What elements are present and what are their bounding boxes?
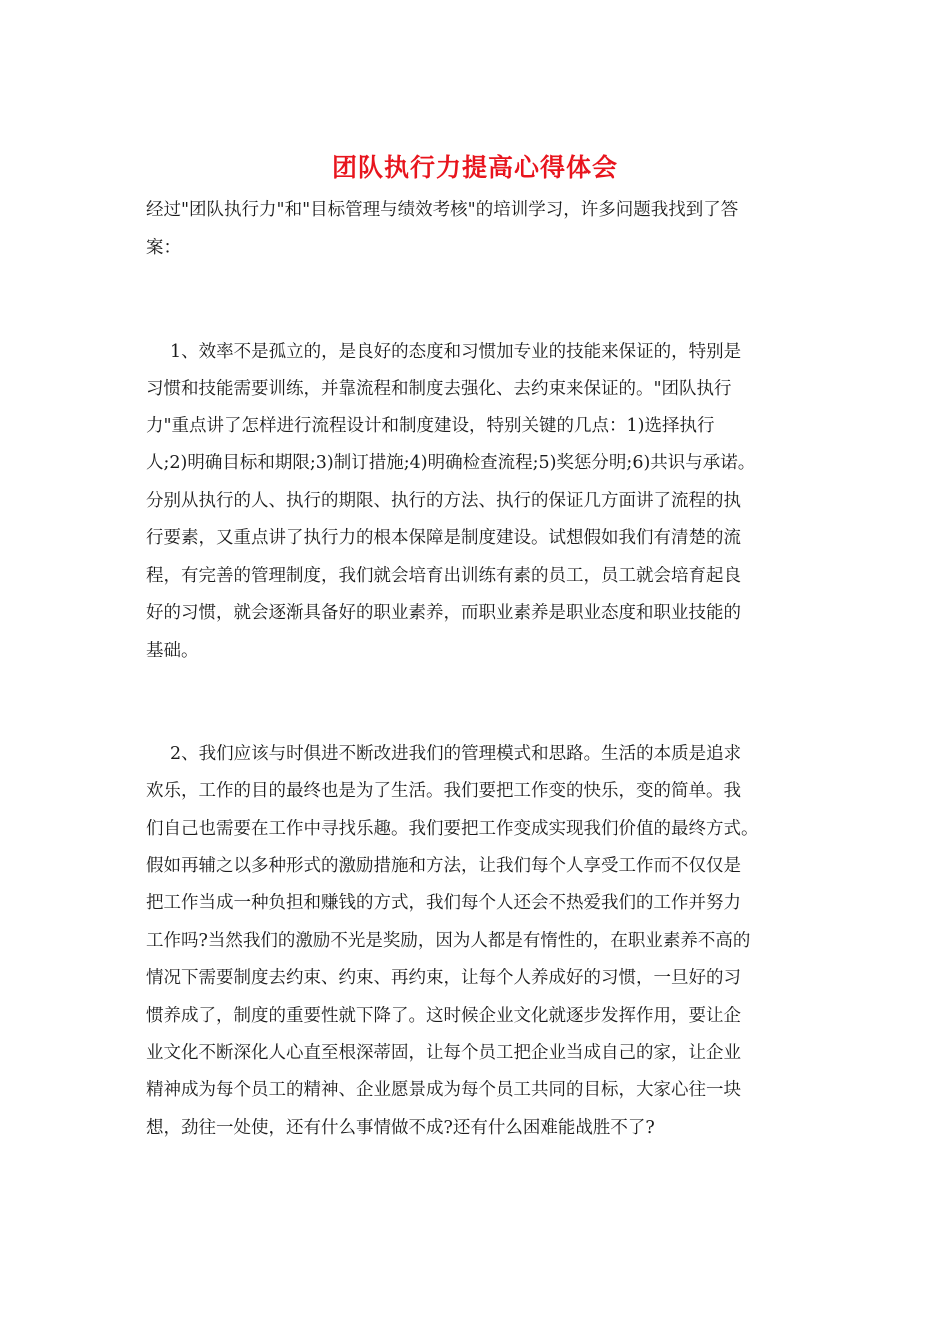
section2-line: 假如再辅之以多种形式的激励措施和方法，让我们每个人享受工作而不仅仅是 (146, 856, 741, 876)
section1-line: 基础。 (146, 641, 199, 661)
section1-line: 分别从执行的人、执行的期限、执行的方法、执行的保证几方面讲了流程的执 (146, 491, 741, 511)
section2-line: 2、我们应该与时俱进不断改进我们的管理模式和思路。生活的本质是追求 (170, 744, 742, 764)
section2-line: 把工作当成一种负担和赚钱的方式，我们每个人还会不热爱我们的工作并努力 (146, 893, 741, 913)
section2-line: 业文化不断深化人心直至根深蒂固，让每个员工把企业当成自己的家，让企业 (146, 1043, 741, 1063)
section1-line: 力"重点讲了怎样进行流程设计和制度建设，特别关键的几点：1)选择执行 (146, 416, 715, 436)
intro-line: 经过"团队执行力"和"目标管理与绩效考核"的培训学习，许多问题我找到了答 (146, 200, 739, 220)
section2-line: 工作吗?当然我们的激励不光是奖励，因为人都是有惰性的，在职业素养不高的 (146, 931, 751, 951)
section2-line: 情况下需要制度去约束、约束、再约束，让每个人养成好的习惯，一旦好的习 (146, 968, 741, 988)
intro-line: 案： (146, 238, 181, 258)
document-title: 团队执行力提高心得体会 (331, 153, 618, 182)
section2-line: 欢乐，工作的目的最终也是为了生活。我们要把工作变的快乐，变的简单。我 (146, 781, 741, 801)
section2-line: 想，劲往一处使，还有什么事情做不成?还有什么困难能战胜不了? (146, 1118, 655, 1138)
section1-line: 1、效率不是孤立的，是良好的态度和习惯加专业的技能来保证的，特别是 (170, 342, 742, 362)
section1-line: 习惯和技能需要训练，并靠流程和制度去强化、去约束来保证的。"团队执行 (146, 379, 732, 399)
section1-line: 行要素，又重点讲了执行力的根本保障是制度建设。试想假如我们有清楚的流 (146, 528, 741, 548)
section2-line: 精神成为每个员工的精神、企业愿景成为每个员工共同的目标，大家心往一块 (146, 1080, 741, 1100)
section2-line: 惯养成了，制度的重要性就下降了。这时候企业文化就逐步发挥作用，要让企 (146, 1006, 741, 1026)
section1-line: 人;2)明确目标和期限;3)制订措施;4)明确检查流程;5)奖惩分明;6)共识与承诺。 (146, 453, 756, 473)
section1-line: 程，有完善的管理制度，我们就会培育出训练有素的员工，员工就会培育起良 (146, 566, 741, 586)
section1-line: 好的习惯，就会逐渐具备好的职业素养，而职业素养是职业态度和职业技能的 (146, 603, 741, 623)
section2-line: 们自己也需要在工作中寻找乐趣。我们要把工作变成实现我们价值的最终方式。 (146, 819, 759, 839)
